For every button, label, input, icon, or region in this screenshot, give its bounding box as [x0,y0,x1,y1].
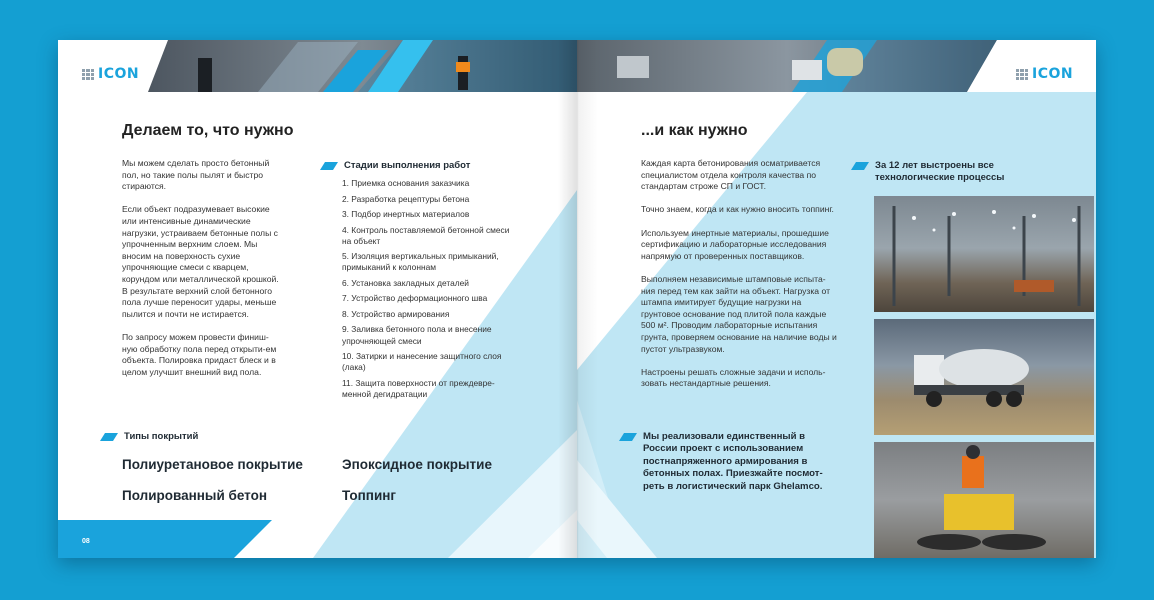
book-gutter-shadow [558,40,598,558]
body-paragraph-2: Точно знаем, когда и как нужно вносить топпинг. [641,204,834,215]
stage-item: 1. Приемка основания заказчика [342,178,470,188]
parallelogram-marker-icon [619,433,637,441]
brand-logo-right [1016,66,1073,82]
right-page-title: ...и как нужно [641,122,748,139]
floor-trowel-illustration [874,442,1094,558]
body-paragraph-3: Используем инертные материалы, прошедшие сертификацию и лабораторные исследования напрямую от проверенных поставщиков. [641,227,829,261]
stages-list [342,178,520,405]
parallelogram-marker-icon [100,433,118,441]
right-page [577,40,1096,558]
coating-epoxy: Эпоксидное покрытие [342,457,492,472]
icon-logo-mark [1016,69,1028,80]
coatings-title: Типы покрытий [124,431,199,442]
quality-text [641,158,839,401]
parallelogram-marker-icon [320,162,338,170]
stage-item: 7. Устройство деформационного шва [342,293,488,304]
highlight-block [619,431,839,493]
coatings-heading [100,431,198,443]
brand-logo [82,66,139,82]
stage-item: 9. Заливка бетонного пола и внесение упрочняющей смеси [342,324,492,346]
stage-item: 3. Подбор инертных материалов [342,209,470,219]
intro-paragraph-2: Если объект подразумевает высокие или интенсивные динамические нагрузки, устраиваем бетонные полы с упрочненным верхним слоем. Мы вносим на поверхность сухие упрочняющие смеси с кварцем, корундом или металлической крошкой. В результате верхний слой бетонного пола лучше переносит удары, меньше пылится и почти не истирается. [122,204,279,319]
coating-polyurethane: Полиуретановое покрытие [122,457,303,472]
side-heading [851,160,1021,184]
highlight-text: Мы реализовали единственный в России проект с использованием постнапряженного армирования в бетонных полах. Приезжайте посмот-реть в логистический парк Ghelamco. [643,431,823,492]
stage-item: 5. Изоляция вертикальных примыканий, примыканий к колоннам [342,251,499,273]
page-number-bar [58,520,272,558]
logo-text: ICON [1032,66,1074,82]
intro-paragraph-1: Мы можем сделать просто бетонный пол, но такие полы пылят и быстро стираются. [122,158,270,192]
warehouse-hall-illustration [874,196,1094,312]
stage-item: 4. Контроль поставляемой бетонной смеси на объект [342,224,510,246]
page-number: 08 [82,538,90,545]
worker-silhouette [198,58,212,92]
left-page-title: Делаем то, что нужно [122,122,294,139]
photo-warehouse-hall [874,196,1094,312]
coating-polished-concrete: Полированный бетон [122,488,267,503]
concrete-mixer-illustration [874,319,1094,435]
brochure-spread [58,40,1096,558]
body-paragraph-1: Каждая карта бетонирования осматривается специалистом отдела контроля качества по стандартам строже СП и ГОСТ. [641,158,821,192]
stage-item: 8. Устройство армирования [342,308,450,319]
photo-floor-trowel [874,442,1094,558]
logo-text: ICON [98,66,140,82]
intro-paragraph-3: По запросу можем провести финиш-ную обработку пола перед открыти-ем объекта. Полировка придаст блеск и в целом улучшит внешний вид пола. [122,331,277,377]
stage-item: 2. Разработка рецептуры бетона [342,193,470,204]
stage-item: 6. Установка закладных деталей [342,277,469,288]
side-title: За 12 лет выстроены все технологические процессы [875,160,1005,183]
photo-concrete-mixer [874,319,1094,435]
stages-title: Стадии выполнения работ [344,160,471,171]
stages-heading [320,160,470,172]
stage-item: 10. Затирки и нанесение защитного слоя (лака) [342,351,502,373]
parallelogram-marker-icon [851,162,869,170]
body-paragraph-4: Выполняем независимые штамповые испыта-ния перед тем как зайти на объект. Нагрузка от штампа имитирует будущие нагрузки на грунтовое основание под плитой пола каждые 500 м². Проводим лабораторные испытания грунта, проверяем основание на наличие воды и пустот ультразвуком. [641,273,837,354]
icon-logo-mark [82,69,94,80]
body-paragraph-5: Настроены решать сложные задачи и исполь-зовать нестандартные решения. [641,366,826,389]
coating-topping: Топпинг [342,488,397,503]
intro-text [122,158,284,390]
stage-item: 11. Защита поверхности от преждевре-менной дегидратации [342,377,495,400]
left-page [58,40,577,558]
